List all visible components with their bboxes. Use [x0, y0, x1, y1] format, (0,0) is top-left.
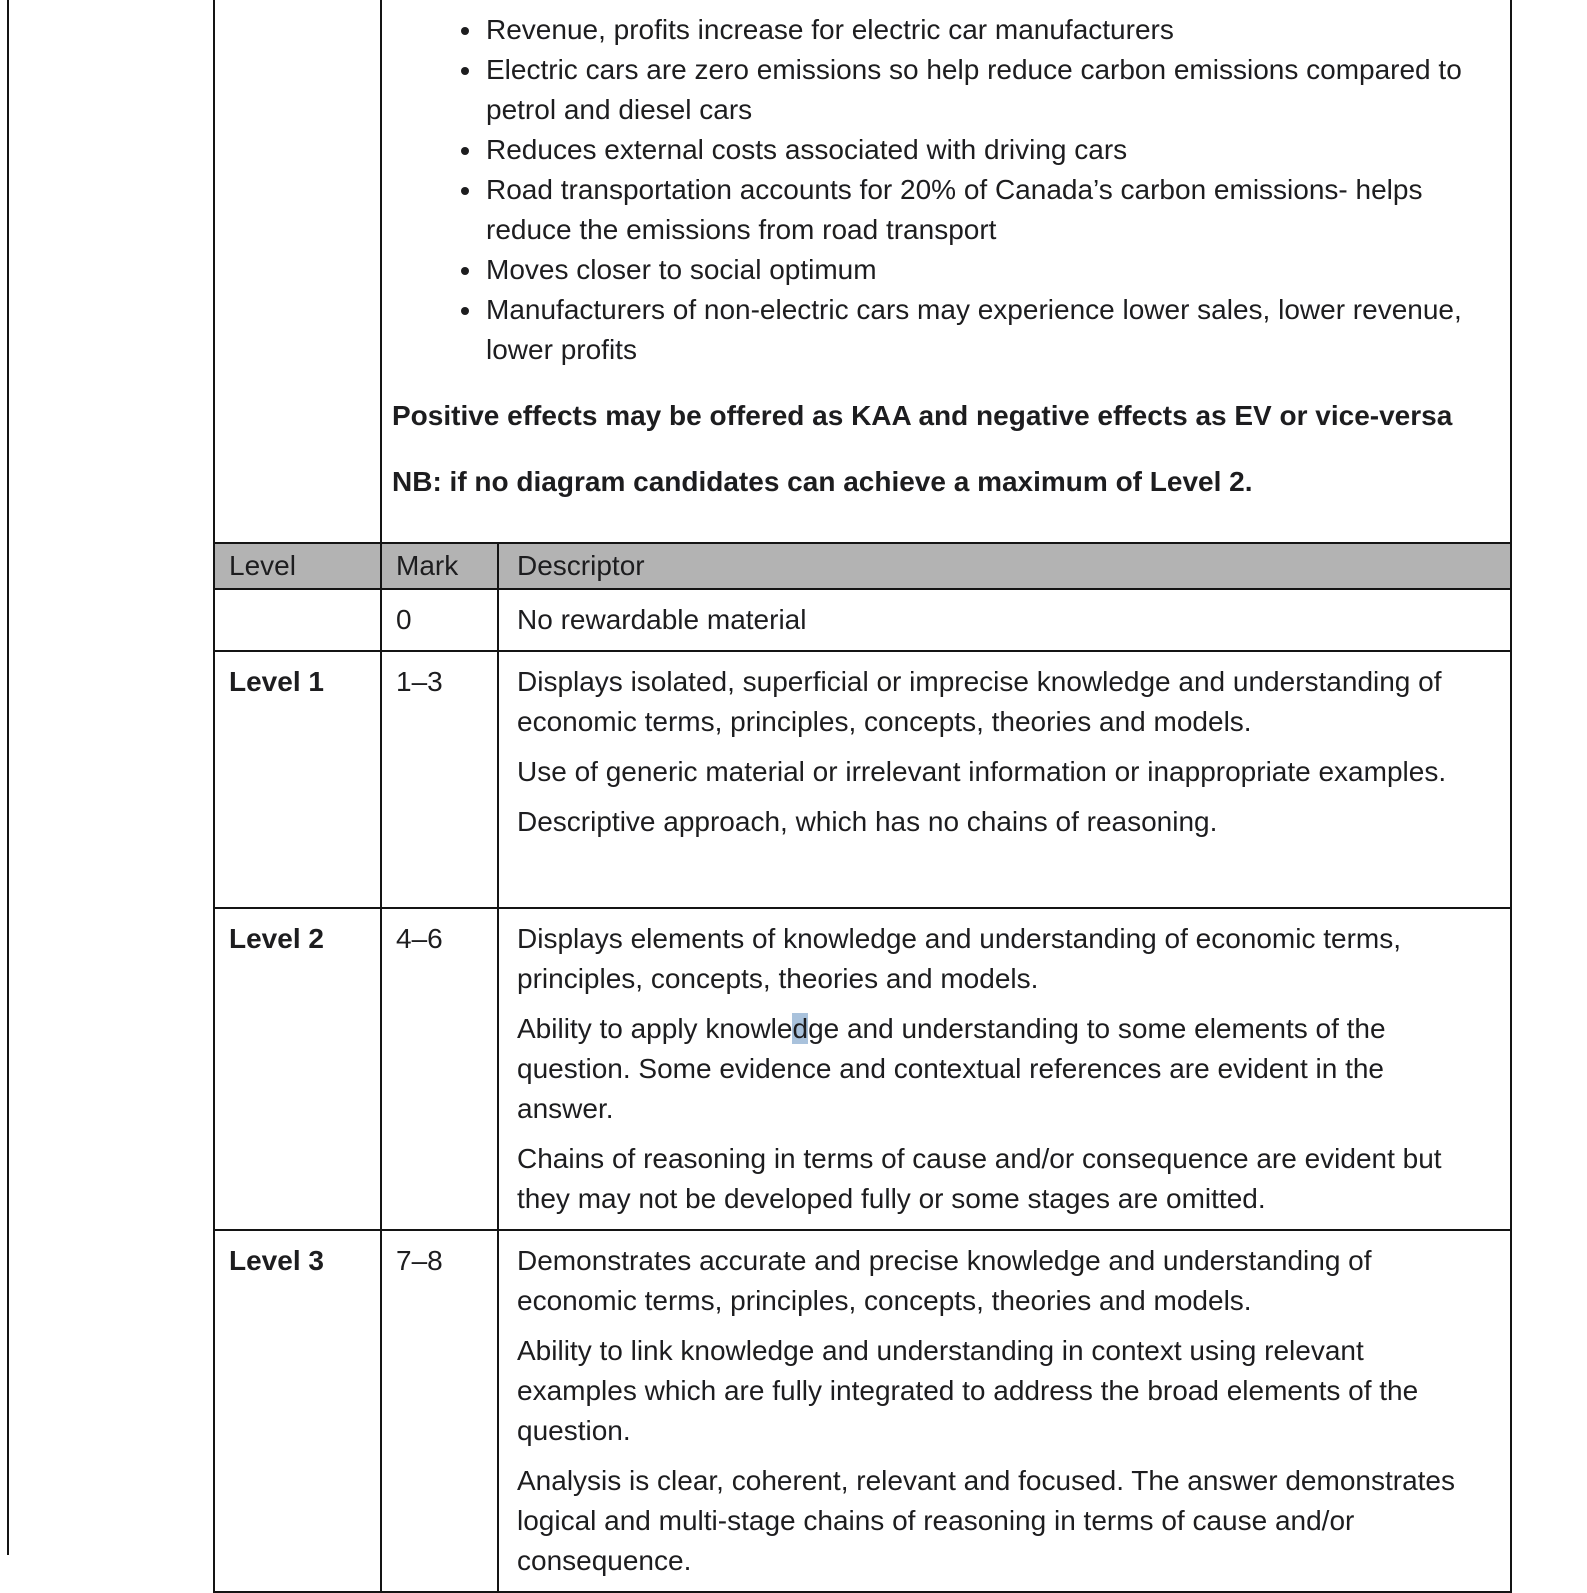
level-cell — [214, 1230, 381, 1592]
descriptor-cell — [498, 1230, 1511, 1592]
level-row-zero — [214, 589, 1511, 651]
descriptor-text: ge and understanding to some elements of the question. Some evidence and contextual references are evident in the answer. — [517, 1013, 1386, 1124]
bullet-item: • Reduces external costs associated with driving cars — [484, 130, 1486, 170]
answer-bullet-list — [392, 10, 1486, 370]
kaa-ev-note: Positive effects may be offered as KAA and negative effects as EV or vice-versa — [392, 400, 1453, 431]
column-header-mark: Mark — [381, 543, 498, 589]
mark-cell: 0 — [381, 589, 498, 651]
descriptor-paragraph: No rewardable material — [517, 604, 807, 635]
descriptor-paragraph: Chains of reasoning in terms of cause and/or consequence are evident but they may not be developed fully or some stages are omitted. — [517, 1143, 1442, 1214]
level-row-3 — [214, 1230, 1511, 1592]
nb-diagram-note: NB: if no diagram candidates can achieve a maximum of Level 2. — [392, 466, 1253, 497]
level-cell — [214, 651, 381, 908]
bullet-item: • Revenue, profits increase for electric car manufacturers — [484, 10, 1486, 50]
bullet-item: • Moves closer to social optimum — [484, 250, 1486, 290]
descriptor-cell — [498, 589, 1511, 651]
level-label: Level 3 — [229, 1245, 324, 1276]
descriptor-paragraph: Demonstrates accurate and precise knowledge and understanding of economic terms, principles, concepts, theories and models. — [517, 1245, 1372, 1316]
level-label: Level 2 — [229, 923, 324, 954]
descriptor-cell — [498, 651, 1511, 908]
descriptor-cell — [498, 908, 1511, 1230]
text-selection-highlight: d — [792, 1013, 809, 1044]
descriptor-paragraph: Analysis is clear, coherent, relevant and focused. The answer demonstrates logical and multi-stage chains of reasoning in terms of cause and/or consequence. — [517, 1465, 1455, 1576]
level-label: Level 1 — [229, 666, 324, 697]
descriptor-paragraph: Use of generic material or irrelevant information or inappropriate examples. — [517, 756, 1447, 787]
indicative-content-cell — [381, 0, 1511, 543]
mark-cell: 7–8 — [381, 1230, 498, 1592]
bullet-item: • Electric cars are zero emissions so help reduce carbon emissions compared to petrol and diesel cars — [484, 50, 1486, 130]
mark-scheme-table — [213, 0, 1512, 1593]
descriptor-paragraph: Displays isolated, superficial or imprecise knowledge and understanding of economic terms, principles, concepts, theories and models. — [517, 666, 1442, 737]
mark-cell: 1–3 — [381, 651, 498, 908]
level-row-2 — [214, 908, 1511, 1230]
level-cell — [214, 908, 381, 1230]
descriptor-paragraph: Ability to link knowledge and understanding in context using relevant examples which are fully integrated to address the broad elements of the question. — [517, 1335, 1419, 1446]
column-header-level: Level — [214, 543, 381, 589]
descriptor-text: Ability to apply knowle — [517, 1013, 793, 1044]
bullet-item: • Manufacturers of non-electric cars may experience lower sales, lower revenue, lower profits — [484, 290, 1486, 370]
descriptor-paragraph: Displays elements of knowledge and understanding of economic terms, principles, concepts, theories and models. — [517, 923, 1402, 994]
descriptor-paragraph: Descriptive approach, which has no chains of reasoning. — [517, 806, 1218, 837]
descriptor-paragraph — [517, 1009, 1486, 1129]
levels-header-row — [214, 543, 1511, 589]
bullet-item: • Road transportation accounts for 20% of Canada’s carbon emissions- helps reduce the emissions from road transport — [484, 170, 1486, 250]
question-number-cell — [214, 0, 381, 543]
page-border-rule — [7, 0, 9, 1555]
column-header-descriptor: Descriptor — [498, 543, 1511, 589]
level-cell — [214, 589, 381, 651]
answer-row — [214, 0, 1511, 543]
level-row-1 — [214, 651, 1511, 908]
mark-cell: 4–6 — [381, 908, 498, 1230]
